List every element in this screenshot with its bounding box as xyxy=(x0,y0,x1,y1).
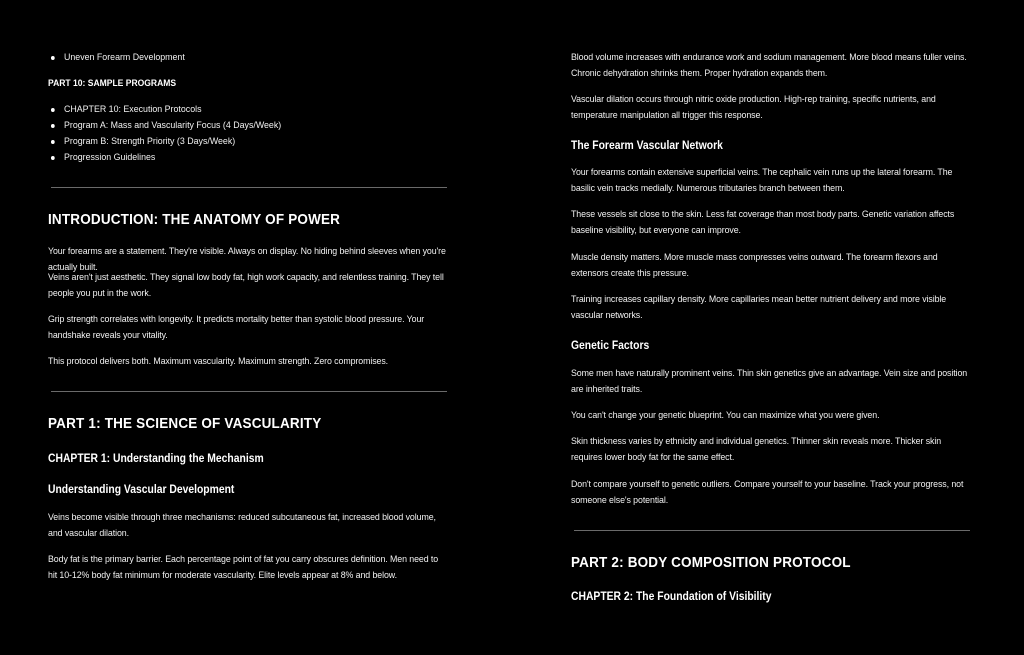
list-item: Uneven Forearm Development xyxy=(64,52,185,63)
list-item: Program B: Strength Priority (3 Days/Week) xyxy=(64,136,236,147)
body-paragraph: Skin thickness varies by ethnicity and individual genetics. Thinner skin reveals more. Thicker skin requires lower body fat for the same effect. xyxy=(571,436,942,464)
body-paragraph: These vessels sit close to the skin. Less fat coverage than most body parts. Genetic variation affects baseline visibility, but everyone can improve. xyxy=(571,209,955,237)
intro-paragraph: Veins aren't just aesthetic. They signal low body fat, high work capacity, and relentless training. They tell people you put in the work. xyxy=(48,272,444,300)
body-paragraph: Body fat is the primary barrier. Each percentage point of fat you carry obscures definition. Men need to hit 10-12% body fat minimum for moderate vascularity. Elite levels appear at 8% and below. xyxy=(48,554,439,582)
intro-paragraph: This protocol delivers both. Maximum vascularity. Maximum strength. Zero compromises. xyxy=(48,356,389,367)
intro-heading: INTRODUCTION: THE ANATOMY OF POWER xyxy=(48,211,341,228)
part2-heading: PART 2: BODY COMPOSITION PROTOCOL xyxy=(571,554,851,571)
body-paragraph: Vascular dilation occurs through nitric oxide production. High-rep training, specific nutrients, and temperature manipulation all trigger this response. xyxy=(571,94,936,122)
section-label-part10: PART 10: SAMPLE PROGRAMS xyxy=(48,78,177,89)
body-paragraph: Training increases capillary density. More capillaries mean better nutrient delivery and more visible vascular networks. xyxy=(571,294,947,322)
forearm-network-heading: The Forearm Vascular Network xyxy=(571,140,723,152)
section-divider xyxy=(51,391,447,392)
intro-paragraph: Grip strength correlates with longevity. It predicts mortality better than systolic blood pressure. Your handshake reveals your vitality. xyxy=(48,314,425,342)
body-paragraph: Don't compare yourself to genetic outliers. Compare yourself to your baseline. Track your progress, not someone else's potential. xyxy=(571,479,964,507)
section-divider xyxy=(574,530,970,531)
genetic-factors-heading: Genetic Factors xyxy=(571,340,650,352)
intro-paragraph: Your forearms are a statement. They're visible. Always on display. No hiding behind sleeves when you're actually built. xyxy=(48,246,446,274)
subsection-heading: Understanding Vascular Development xyxy=(48,484,235,496)
list-item: Program A: Mass and Vascularity Focus (4 Days/Week) xyxy=(64,120,282,131)
body-paragraph: You can't change your genetic blueprint. You can maximize what you were given. xyxy=(571,410,880,421)
body-paragraph: Muscle density matters. More muscle mass compresses veins outward. The forearm flexors and extensors create this pressure. xyxy=(571,252,938,280)
chapter1-heading: CHAPTER 1: Understanding the Mechanism xyxy=(48,453,264,465)
body-paragraph: Your forearms contain extensive superficial veins. The cephalic vein runs up the lateral forearm. The basilic vein tracks medially. Numerous tributaries branch between them. xyxy=(571,167,953,195)
part1-heading: PART 1: THE SCIENCE OF VASCULARITY xyxy=(48,415,322,432)
list-item: CHAPTER 10: Execution Protocols xyxy=(64,104,202,115)
section-divider xyxy=(51,187,447,188)
body-paragraph: Some men have naturally prominent veins. Thin skin genetics give an advantage. Vein size and position are inherited traits. xyxy=(571,368,968,396)
list-item: Progression Guidelines xyxy=(64,152,156,163)
body-paragraph: Veins become visible through three mechanisms: reduced subcutaneous fat, increased blood volume, and vascular dilation. xyxy=(48,512,436,540)
chapter2-heading: CHAPTER 2: The Foundation of Visibility xyxy=(571,591,772,603)
body-paragraph: Blood volume increases with endurance work and sodium management. More blood means fuller veins. Chronic dehydration shrinks them. Proper hydration expands them. xyxy=(571,52,967,80)
